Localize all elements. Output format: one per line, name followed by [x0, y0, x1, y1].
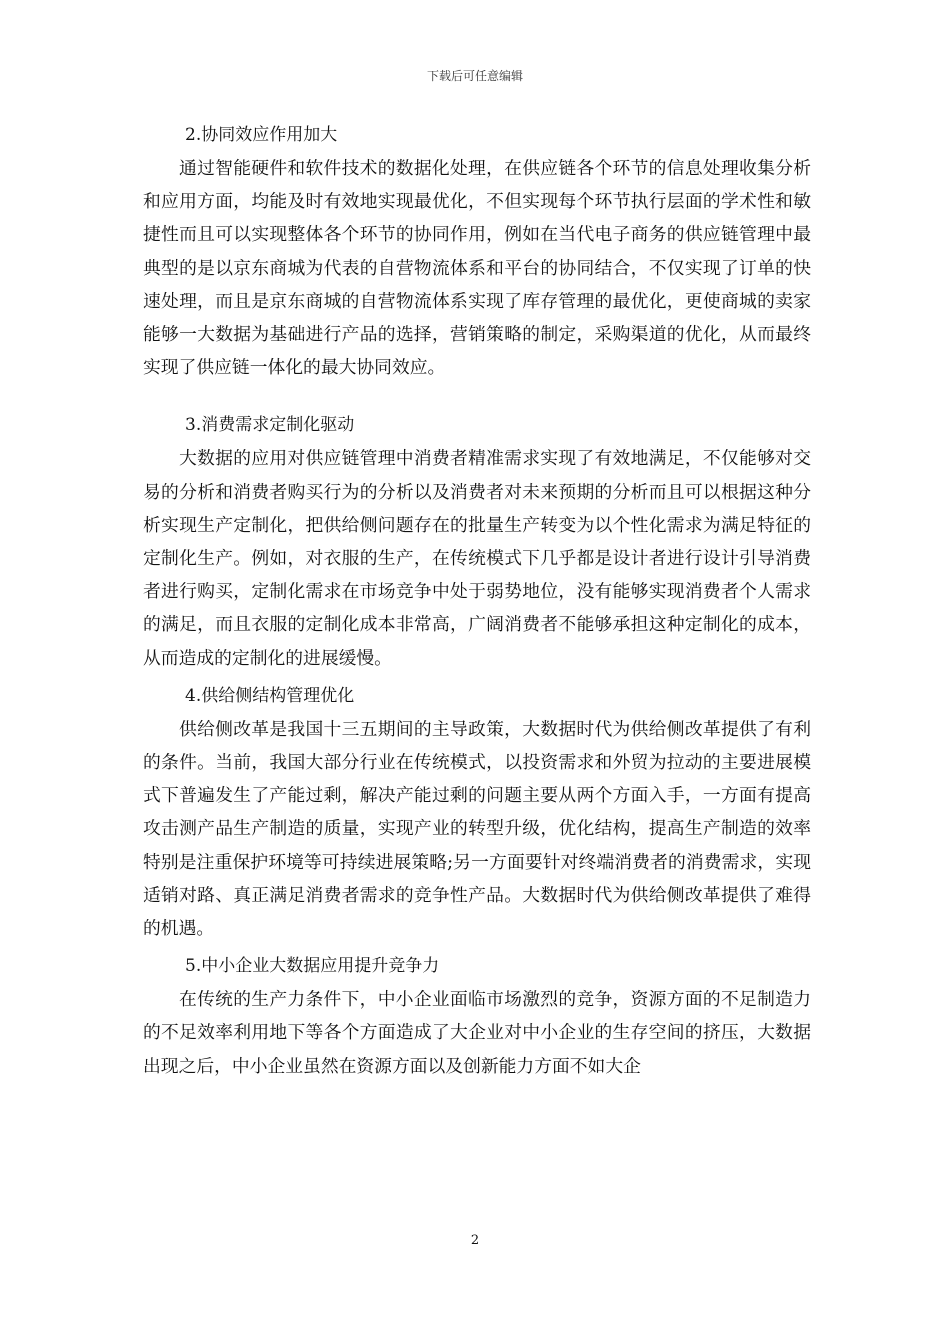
section-heading: 4.供给侧结构管理优化	[185, 685, 355, 706]
paragraph-spacer	[143, 384, 811, 408]
document-body	[143, 118, 811, 1083]
section-heading: 2.协同效应作用加大	[185, 125, 338, 145]
page-header: 下载后可任意编辑	[426, 69, 523, 83]
section-paragraph: 大数据的应用对供应链管理中消费者精准需求实现了有效地满足，不仅能够对交易的分析和消费者购买行为的分析以及消费者对未来预期的分析而且可以根据这种分析实现生产定制化，把供给侧问题存在的批量生产转变为以个性化需求为满足特征的定制化生产。例如，对衣服的生产，在传统模式下几乎都是设计者进行设计引导消费者进行购买，定制化需求在市场竞争中处于弱势地位，没有能够实现消费者个人需求的满足，而且衣服的定制化成本非常高，广阔消费者不能够承担这种定制化的成本，从而造成的定制化的进展缓慢。	[143, 448, 811, 669]
section-heading: 5.中小企业大数据应用提升竞争力	[185, 956, 440, 977]
section-paragraph: 通过智能硬件和软件技术的数据化处理，在供应链各个环节的信息处理收集分析和应用方面，均能及时有效地实现最优化，不但实现每个环节执行层面的学术性和敏捷性而且可以实现整体各个环节的协同作用，例如在当代电子商务的供应链管理中最典型的是以京东商城为代表的自营物流体系和平台的协同结合，不仅实现了订单的快速处理，而且是京东商城的自营物流体系实现了库存管理的最优化，更使商城的卖家能够一大数据为基础进行产品的选择，营销策略的制定，采购渠道的优化，从而最终实现了供应链一体化的最大协同效应。	[143, 158, 811, 379]
section-paragraph: 在传统的生产力条件下，中小企业面临市场激烈的竞争，资源方面的不足制造力的不足效率利用地下等各个方面造成了大企业对中小企业的生存空间的挤压，大数据出现之后，中小企业虽然在资源方面以及创新能力方面不如大企	[143, 989, 811, 1077]
section-heading: 3.消费需求定制化驱动	[185, 415, 355, 436]
page-number: 2	[470, 1233, 480, 1248]
section-paragraph: 供给侧改革是我国十三五期间的主导政策，大数据时代为供给侧改革提供了有利的条件。当前，我国大部分行业在传统模式，以投资需求和外贸为拉动的主要进展模式下普遍发生了产能过剩，解决产能过剩的问题主要从两个方面入手，一方面有提高攻击测产品生产制造的质量，实现产业的转型升级，优化结构，提高生产制造的效率特别是注重保护环境等可持续进展策略;另一方面要针对终端消费者的消费需求，实现适销对路、真正满足消费者需求的竞争性产品。大数据时代为供给侧改革提供了难得的机遇。	[143, 718, 811, 940]
